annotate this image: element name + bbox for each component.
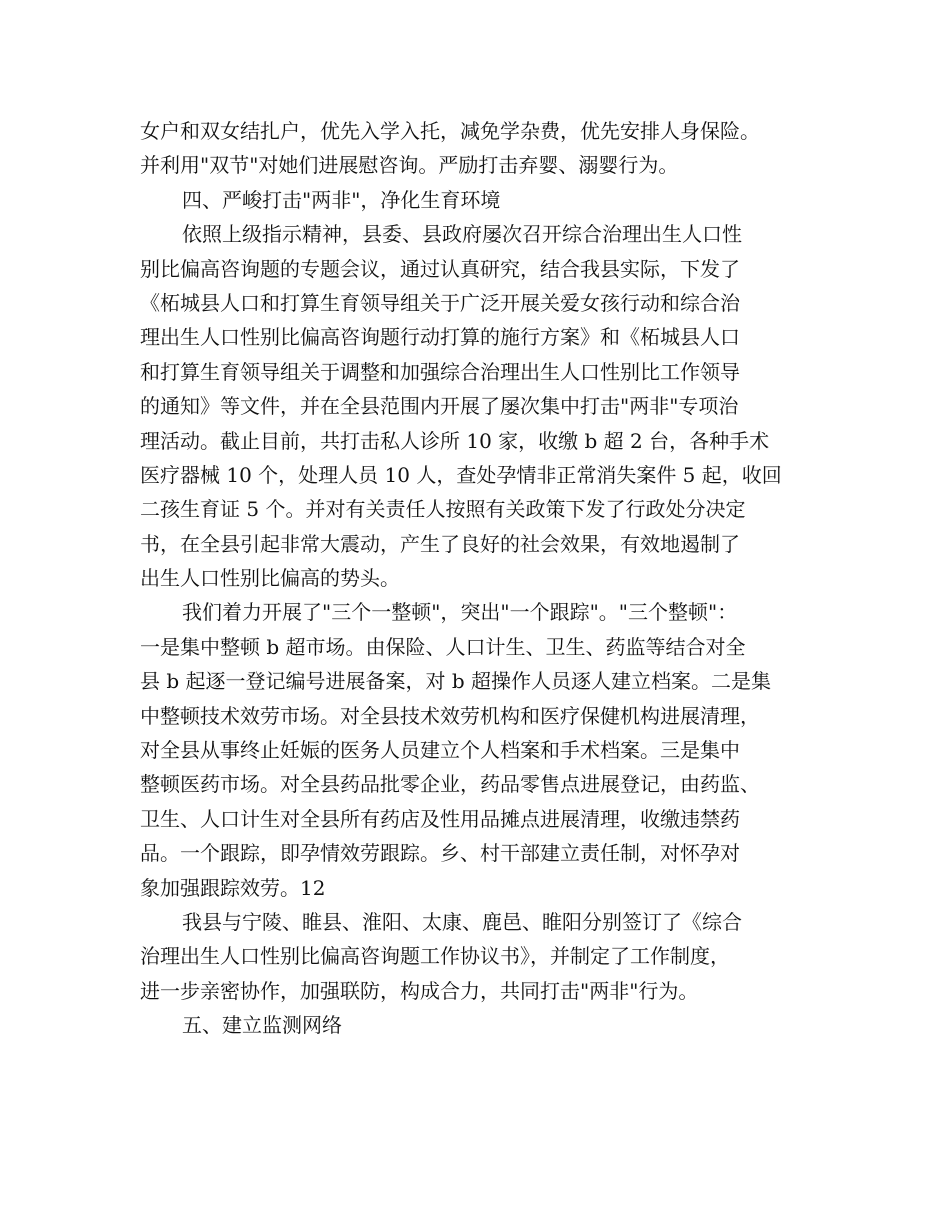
body-line: 和打算生育领导组关于调整和加强综合治理出生人口性别比工作领导 <box>140 359 740 384</box>
body-line: 《柘城县人口和打算生育领导组关于广泛开展关爱女孩行动和综合治 <box>140 290 740 315</box>
body-line: 品。一个跟踪，即孕情效劳跟踪。乡、村干部建立责任制，对怀孕对 <box>140 841 740 866</box>
body-line: 治理出生人口性别比偏高咨询题工作协议书》，并制定了工作制度， <box>140 944 730 969</box>
body-line: 我们着力开展了"三个一整顿"，突出"一个跟踪"。"三个整顿"： <box>182 600 738 625</box>
section-heading: 五、建立监测网络 <box>182 1013 342 1038</box>
body-line: 依照上级指示精神，县委、县政府屡次召开综合治理出生人口性 <box>182 222 742 247</box>
body-line: 对全县从事终止妊娠的医务人员建立个人档案和手术档案。三是集中 <box>140 738 740 763</box>
body-line: 书，在全县引起非常大震动，产生了良好的社会效果，有效地遏制了 <box>140 531 740 556</box>
body-line: 出生人口性别比偏高的势头。 <box>140 566 400 591</box>
body-line: 整顿医药市场。对全县药品批零企业，药品零售点进展登记，由药监、 <box>140 772 760 797</box>
body-line: 象加强跟踪效劳。12 <box>140 875 326 900</box>
body-line: 县 b 起逐一登记编号进展备案，对 b 超操作人员逐人建立档案。二是集 <box>140 669 772 694</box>
document-body <box>140 114 830 1043</box>
body-line: 理活动。截止目前，共打击私人诊所 10 家，收缴 b 超 2 台，各种手术 <box>140 428 770 453</box>
body-line: 进一步亲密协作，加强联防，构成合力，共同打击"两非"行为。 <box>140 978 699 1003</box>
body-line: 二孩生育证 5 个。并对有关责任人按照有关政策下发了行政处分决定 <box>140 497 746 522</box>
body-line: 医疗器械 10 个，处理人员 10 人，查处孕情非正常消失案件 5 起，收回 <box>140 462 782 487</box>
body-line: 一是集中整顿 b 超市场。由保险、人口计生、卫生、药监等结合对全 <box>140 634 746 659</box>
body-line: 卫生、人口计生对全县所有药店及性用品摊点进展清理，收缴违禁药 <box>140 806 740 831</box>
body-line: 并利用"双节"对她们进展慰咨询。严励打击弃婴、溺婴行为。 <box>140 153 679 178</box>
body-line: 女户和双女结扎户，优先入学入托，减免学杂费，优先安排人身保险。 <box>140 119 760 143</box>
body-line: 中整顿技术效劳市场。对全县技术效劳机构和医疗保健机构进展清理， <box>140 703 760 728</box>
body-line: 我县与宁陵、睢县、淮阳、太康、鹿邑、睢阳分别签订了《综合 <box>182 909 742 934</box>
section-heading: 四、严峻打击"两非"，净化生育环境 <box>182 187 501 212</box>
body-line: 的通知》等文件，并在全县范围内开展了屡次集中打击"两非"专项治 <box>140 394 739 419</box>
body-line: 别比偏高咨询题的专题会议，通过认真研究，结合我县实际，下发了 <box>140 256 740 281</box>
body-line: 理出生人口性别比偏高咨询题行动打算的施行方案》和《柘城县人口 <box>140 325 740 350</box>
